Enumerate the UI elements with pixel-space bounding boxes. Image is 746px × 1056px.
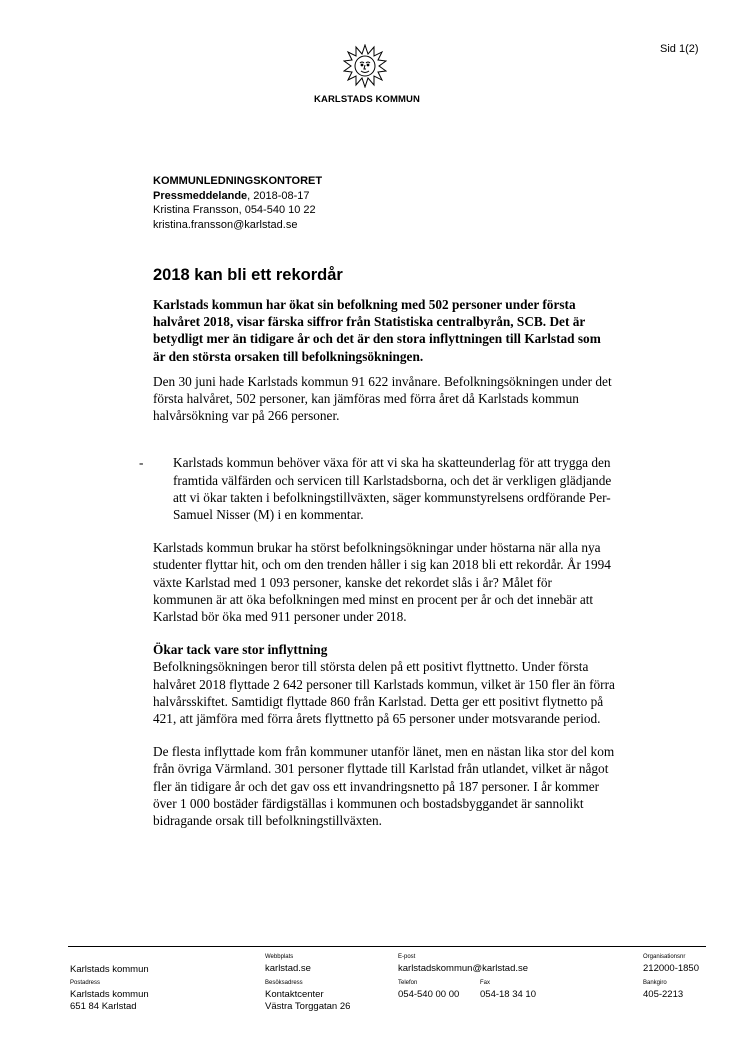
quote-text: Karlstads kommun behöver växa för att vi ska ha skatteunderlag för att trygga den framtida välfärden och servicen till Karlstadsborna, och det är verkligen glädjande att vi ökar takten i befolkningstillväxten, säger kommunstyrelsens ordförande Per-Samuel Nisser (M) i en kommentar. [173, 455, 612, 523]
footer-web-link[interactable]: karlstad.se [265, 963, 311, 974]
logo-text: KARLSTADS KOMMUN [314, 94, 420, 105]
quote-paragraph [139, 454, 615, 523]
release-type: Pressmeddelande [153, 189, 248, 202]
footer-visit-line1: Kontaktcenter [265, 989, 324, 1000]
department: KOMMUNLEDNINGSKONTORET [153, 175, 323, 187]
paragraph: De flesta inflyttade kom från kommuner utanför länet, men en nästan lika stor del kom från övriga Värmland. 301 personer flyttade till Karlstad från utlandet, vilket är något fler än tidigare år och det gav oss ett invandringsnetto på 187 personer. I år kommer över 1 000 bostäder färdigställas i kommunen och bostadsbyggandet är sannolikt bidragande orsak till befolkningstillväxten. [153, 744, 615, 829]
footer-post-line1: Karlstads kommun [70, 989, 149, 1000]
footer-bank-value: 405-2213 [643, 989, 684, 1000]
footer-fax-value: 054-18 34 10 [480, 989, 536, 1000]
footer-email-label: E-post [398, 954, 416, 960]
footer-visit-label: Besöksadress [265, 980, 303, 986]
paragraph: Den 30 juni hade Karlstads kommun 91 622 invånare. Befolkningsökningen under det första halvåret, 502 personer, kan jämföras med förra året då Karlstads kommun halvårsökning var på 266 personer. [153, 373, 612, 424]
page-title: 2018 kan bli ett rekordår [153, 266, 343, 284]
footer-fax-label: Fax [480, 980, 491, 986]
contact-email: kristina.fransson@karlstad.se [153, 218, 298, 231]
footer-orgnr-label: Organisationsnr [643, 954, 686, 960]
contact-person: Kristina Fransson, 054-540 10 22 [153, 204, 316, 216]
article-body [139, 296, 615, 829]
press-release-line [153, 189, 322, 204]
footer-post-label: Postadress [70, 980, 101, 986]
footer-phone-label: Telefon [398, 980, 418, 986]
footer-org-name: Karlstads kommun [70, 964, 149, 975]
header-block [153, 174, 322, 232]
footer-web-label: Webbplats [265, 954, 294, 960]
footer-visit-line2: Västra Torggatan 26 [265, 1001, 351, 1012]
lead-paragraph: Karlstads kommun har ökat sin befolkning med 502 personer under första halvåret 2018, visar färska siffror från Statistiska centralbyrån, SCB. Det är betydligt mer än tidigare år och det är den stora inflyttningen till Karlstad som är den största orsaken till befolkningsökningen. [153, 297, 601, 364]
page-number: Sid 1(2) [660, 43, 699, 55]
release-date: , 2018-08-17 [247, 189, 310, 202]
footer-phone-value: 054-540 00 00 [398, 989, 460, 1000]
footer-divider [68, 946, 706, 947]
section-heading: Ökar tack vare stor inflyttning [153, 642, 328, 658]
paragraph: Karlstads kommun brukar ha störst befolkningsökningar under höstarna när alla nya studenter flyttar hit, och om den trenden håller i sig kan 2018 bli ett rekordår. År 1994 växte Karlstad med 1 093 personer, kanske det rekordet slås i år? Målet för kommunen är att öka befolkningen med minst en procent per år och det innebär att Karlstad bör öka med 911 personer under 2018. [153, 540, 611, 625]
footer-post-line2: 651 84 Karlstad [70, 1001, 137, 1012]
footer-bank-label: Bankgiro [643, 980, 667, 986]
footer-email-link[interactable]: karlstadskommun@karlstad.se [398, 963, 529, 974]
sun-face-icon [343, 44, 387, 88]
footer-orgnr-value: 212000-1850 [643, 963, 699, 974]
paragraph: Befolkningsökningen beror till största delen på ett positivt flyttnetto. Under första halvåret 2018 flyttade 2 642 personer till Karlstads kommun, vilket är 150 fler än förra halvårsskiftet. Samtidigt flyttade 860 från Karlstad. Detta ger ett positivt flytnetto på 421, att jämföra med förra årets flyttnetto på 65 personer under motsvarande period. [153, 659, 615, 727]
quote-dash: - [139, 455, 144, 471]
